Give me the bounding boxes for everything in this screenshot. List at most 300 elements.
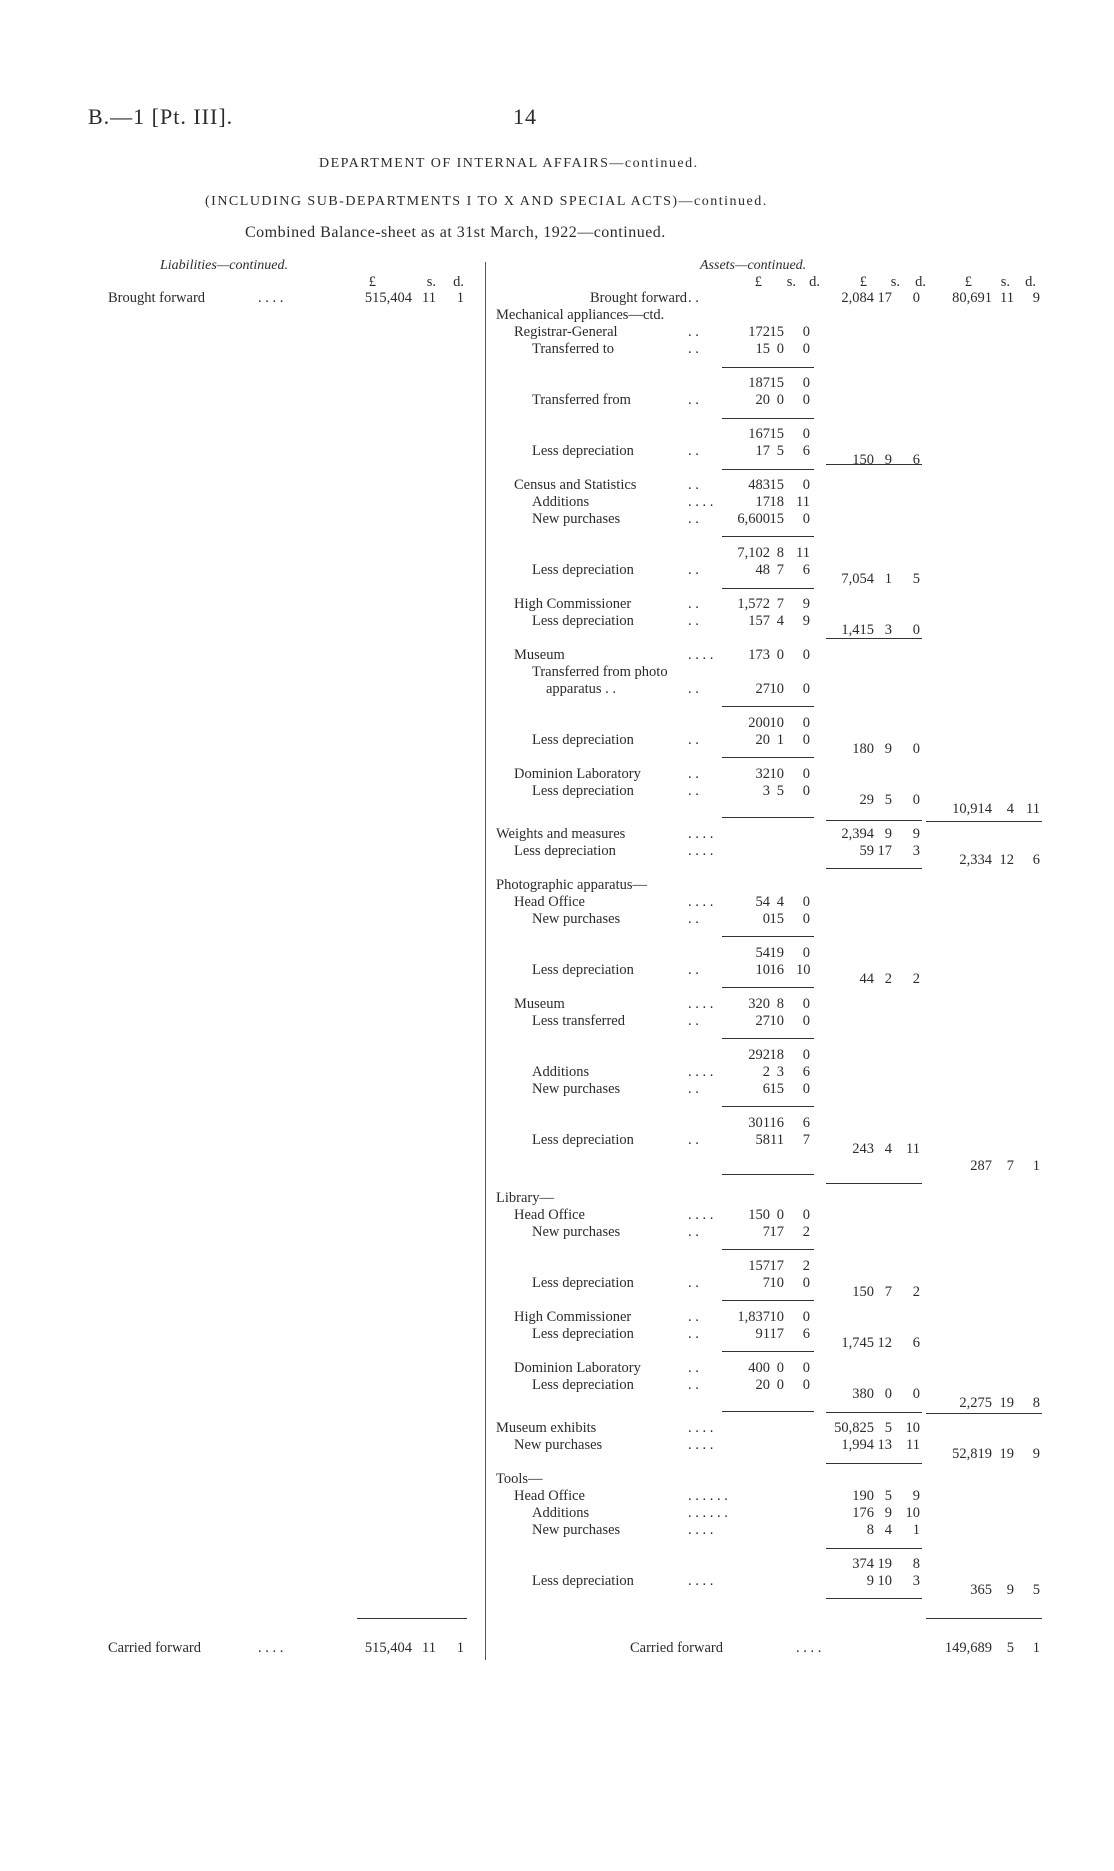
row-label: Transferred from photo xyxy=(532,664,668,680)
assets-heading: Assets—continued. xyxy=(700,258,807,273)
sum-rule xyxy=(722,1038,814,1039)
c1-amount-shillings: 15 xyxy=(769,1081,784,1097)
row-label: apparatus . . xyxy=(546,681,617,697)
row-label: High Commissioner xyxy=(514,596,632,612)
leader-dots: . . xyxy=(688,1224,699,1240)
c2-amount-shillings: 19 xyxy=(877,1556,892,1572)
c1-amount-pounds: 27 xyxy=(755,681,770,697)
c1-amount-pence: 0 xyxy=(802,511,810,527)
amount-pounds: 515,404 xyxy=(364,1640,412,1656)
leader-dots: . . . . xyxy=(688,894,714,910)
sum-rule xyxy=(722,1174,814,1175)
sum-rule xyxy=(826,464,922,465)
c1-amount-pence: 0 xyxy=(802,766,810,782)
sum-rule xyxy=(826,1548,922,1549)
c3-amount-pounds: 2,275 xyxy=(959,1395,992,1411)
sum-rule xyxy=(722,1249,814,1250)
leader-dots: . . . . xyxy=(688,1522,714,1538)
asset-row xyxy=(0,877,1114,894)
asset-row xyxy=(0,622,1114,639)
leader-dots: . . xyxy=(688,1275,699,1291)
c2-amount-pence: 9 xyxy=(912,1488,920,1504)
asset-row xyxy=(0,971,1114,988)
c1-amount-pence: 0 xyxy=(802,392,810,408)
c2-amount-shillings: 13 xyxy=(877,1437,892,1453)
asset-row xyxy=(0,826,1114,843)
c1-amount-pounds: 6,600 xyxy=(737,511,770,527)
c3-amount-shillings: 12 xyxy=(999,852,1014,868)
shilling-head-1: s. xyxy=(786,274,796,290)
row-label: New purchases xyxy=(532,1224,621,1240)
c1-amount-pence: 6 xyxy=(802,562,810,578)
c1-amount-shillings: 7 xyxy=(776,562,784,578)
asset-row xyxy=(0,1190,1114,1207)
c1-amount-shillings: 1 xyxy=(776,732,784,748)
row-label: Weights and measures xyxy=(496,826,626,842)
asset-row xyxy=(0,1158,1114,1175)
c2-amount-pounds: 1,745 xyxy=(841,1335,874,1351)
row-label: Less depreciation xyxy=(514,843,616,859)
c1-amount-pounds: 17 xyxy=(755,494,770,510)
asset-row xyxy=(0,911,1114,928)
sum-rule xyxy=(722,987,814,988)
carried-forward-label: Carried forward xyxy=(630,1640,723,1656)
c1-amount-shillings: 17 xyxy=(769,1326,784,1342)
sum-rule xyxy=(722,1106,814,1107)
asset-row xyxy=(0,945,1114,962)
row-label: New purchases xyxy=(532,911,621,927)
sum-rule xyxy=(826,868,922,869)
sum-rule xyxy=(722,1351,814,1352)
c2-amount-pounds: 150 xyxy=(852,1284,874,1300)
amount-pence: 1 xyxy=(456,290,464,306)
c3-amount-pence: 9 xyxy=(1032,1446,1040,1462)
c2-amount-shillings: 4 xyxy=(884,1141,892,1157)
leader-dots: . . . . xyxy=(688,843,714,859)
asset-row xyxy=(0,392,1114,409)
asset-row xyxy=(0,290,1114,307)
c3-amount-pence: 9 xyxy=(1032,290,1040,306)
asset-row xyxy=(0,324,1114,341)
balance-sheet-title: Combined Balance-sheet as at 31st March, 1922—continued. xyxy=(245,224,666,241)
sum-rule xyxy=(722,536,814,537)
row-label: Additions xyxy=(532,1505,590,1521)
row-label: Less depreciation xyxy=(532,1132,634,1148)
c1-amount-shillings: 18 xyxy=(769,1047,784,1063)
c1-amount-pence: 0 xyxy=(802,341,810,357)
c2-amount-pence: 2 xyxy=(912,1284,920,1300)
asset-row xyxy=(0,766,1114,783)
asset-row xyxy=(0,1013,1114,1030)
c2-amount-pence: 6 xyxy=(912,452,920,468)
c1-amount-pounds: 1,837 xyxy=(737,1309,770,1325)
c1-amount-pence: 0 xyxy=(802,1275,810,1291)
leader-dots: . . xyxy=(688,1360,699,1376)
c2-amount-pounds: 150 xyxy=(852,452,874,468)
leader-dots: . . xyxy=(688,596,699,612)
c1-amount-shillings: 10 xyxy=(769,1275,784,1291)
c1-amount-pence: 11 xyxy=(796,545,810,561)
c2-amount-pence: 0 xyxy=(912,741,920,757)
c2-amount-pounds: 176 xyxy=(852,1505,874,1521)
asset-row xyxy=(0,426,1114,443)
c1-amount-shillings: 17 xyxy=(769,1224,784,1240)
c2-amount-pence: 9 xyxy=(912,826,920,842)
c1-amount-shillings: 19 xyxy=(769,945,784,961)
c3-amount-pence: 5 xyxy=(1032,1582,1040,1598)
c2-amount-shillings: 17 xyxy=(877,290,892,306)
leader-dots: . . . . . . xyxy=(688,1505,728,1521)
row-label: Less depreciation xyxy=(532,443,634,459)
c1-amount-pence: 6 xyxy=(802,1064,810,1080)
amount-pounds: 149,689 xyxy=(944,1640,992,1656)
c1-amount-pounds: 15 xyxy=(755,341,770,357)
c2-amount-pence: 10 xyxy=(905,1420,920,1436)
c2-amount-shillings: 9 xyxy=(884,826,892,842)
asset-row xyxy=(0,596,1114,613)
c1-amount-pounds: 54 xyxy=(755,945,770,961)
sum-rule xyxy=(826,1183,922,1184)
row-label: Less depreciation xyxy=(532,783,634,799)
c1-amount-pence: 0 xyxy=(802,911,810,927)
row-label: Additions xyxy=(532,494,590,510)
c1-amount-pence: 0 xyxy=(802,1207,810,1223)
liabilities-heading: Liabilities—continued. xyxy=(160,258,288,273)
row-label: New purchases xyxy=(532,1081,621,1097)
c2-amount-pence: 0 xyxy=(912,792,920,808)
row-label: Less depreciation xyxy=(532,562,634,578)
c2-amount-pence: 0 xyxy=(912,1386,920,1402)
asset-row xyxy=(0,741,1114,758)
leader-dots: . . xyxy=(688,1326,699,1342)
c2-amount-shillings: 5 xyxy=(884,1488,892,1504)
row-label: Less depreciation xyxy=(532,1326,634,1342)
c1-amount-pence: 0 xyxy=(802,375,810,391)
c1-amount-pence: 0 xyxy=(802,1081,810,1097)
row-label: New purchases xyxy=(532,1522,621,1538)
c1-amount-pounds: 150 xyxy=(748,1207,770,1223)
c1-amount-pounds: 1,572 xyxy=(737,596,770,612)
leader-dots: . . xyxy=(688,443,699,459)
leader-dots: . . xyxy=(688,766,699,782)
c1-amount-pence: 0 xyxy=(802,647,810,663)
sum-rule xyxy=(722,1411,814,1412)
c1-amount-pounds: 320 xyxy=(748,996,770,1012)
sum-rule xyxy=(722,588,814,589)
c1-amount-pounds: 20 xyxy=(755,732,770,748)
c2-amount-pounds: 44 xyxy=(859,971,874,987)
asset-row xyxy=(0,1335,1114,1352)
sum-rule xyxy=(722,469,814,470)
leader-dots: . . xyxy=(688,732,699,748)
pence-head: d. xyxy=(453,274,464,290)
asset-row xyxy=(0,375,1114,392)
shilling-head-2: s. xyxy=(890,274,900,290)
c2-amount-shillings: 10 xyxy=(877,1573,892,1589)
c1-amount-shillings: 11 xyxy=(770,1132,784,1148)
c1-amount-shillings: 4 xyxy=(776,613,784,629)
c2-amount-shillings: 9 xyxy=(884,452,892,468)
row-label: Dominion Laboratory xyxy=(514,766,641,782)
row-label: Head Office xyxy=(514,1207,585,1223)
c1-amount-pounds: 2 xyxy=(762,1064,770,1080)
c2-amount-shillings: 1 xyxy=(884,571,892,587)
asset-row xyxy=(0,894,1114,911)
c1-amount-shillings: 10 xyxy=(769,766,784,782)
row-label: Tools— xyxy=(496,1471,543,1487)
c1-amount-pounds: 0 xyxy=(762,911,770,927)
c2-amount-pence: 1 xyxy=(912,1522,920,1538)
asset-row xyxy=(0,715,1114,732)
leader-dots: . . . . xyxy=(688,1207,714,1223)
amount-pence: 1 xyxy=(1032,1640,1040,1656)
c1-amount-pounds: 48 xyxy=(755,562,770,578)
leader-dots: . . . . xyxy=(796,1640,822,1656)
c1-amount-pence: 0 xyxy=(802,715,810,731)
c2-amount-pounds: 9 xyxy=(866,1573,874,1589)
c1-amount-pence: 0 xyxy=(802,996,810,1012)
amount-shillings: 11 xyxy=(422,290,436,306)
asset-row xyxy=(0,681,1114,698)
leader-dots: . . xyxy=(688,1081,699,1097)
c3-amount-pounds: 52,819 xyxy=(952,1446,992,1462)
asset-row xyxy=(0,1081,1114,1098)
leader-dots: . . xyxy=(688,290,699,306)
c1-amount-shillings: 10 xyxy=(769,681,784,697)
c3-amount-pence: 1 xyxy=(1032,1158,1040,1174)
c1-amount-shillings: 0 xyxy=(776,1207,784,1223)
c2-amount-pence: 10 xyxy=(905,1505,920,1521)
c3-amount-pounds: 2,334 xyxy=(959,852,992,868)
sum-rule xyxy=(826,820,922,821)
document-reference: B.—1 [Pt. III]. xyxy=(88,104,234,129)
c2-amount-pounds: 1,415 xyxy=(841,622,874,638)
asset-row xyxy=(0,1420,1114,1437)
c1-amount-pence: 0 xyxy=(802,426,810,442)
c3-amount-pence: 11 xyxy=(1026,801,1040,817)
c2-amount-shillings: 3 xyxy=(884,622,892,638)
c1-amount-pounds: 17 xyxy=(755,443,770,459)
c1-amount-pence: 7 xyxy=(802,1132,810,1148)
c1-amount-shillings: 0 xyxy=(776,392,784,408)
pence-head-2: d. xyxy=(915,274,926,290)
c1-amount-shillings: 15 xyxy=(769,426,784,442)
c2-amount-pence: 0 xyxy=(912,290,920,306)
c1-amount-pence: 0 xyxy=(802,324,810,340)
c1-amount-shillings: 17 xyxy=(769,1258,784,1274)
row-label: Library— xyxy=(496,1190,554,1206)
asset-row xyxy=(0,1064,1114,1081)
c1-amount-pence: 0 xyxy=(802,1360,810,1376)
department-title: DEPARTMENT OF INTERNAL AFFAIRS—continued. xyxy=(319,156,699,171)
c1-amount-shillings: 0 xyxy=(776,1360,784,1376)
asset-row xyxy=(0,647,1114,664)
c2-amount-pounds: 8 xyxy=(866,1522,874,1538)
c1-amount-shillings: 8 xyxy=(776,996,784,1012)
c3-amount-pence: 6 xyxy=(1032,852,1040,868)
c2-amount-pounds: 374 xyxy=(852,1556,874,1572)
pound-head: £ xyxy=(368,274,376,290)
row-label: Less depreciation xyxy=(532,613,634,629)
leader-dots: . . . . xyxy=(258,290,284,306)
leader-dots: . . xyxy=(688,1309,699,1325)
asset-row xyxy=(0,996,1114,1013)
leader-dots: . . . . xyxy=(688,1064,714,1080)
row-label: Registrar-General xyxy=(514,324,618,340)
c1-amount-pounds: 187 xyxy=(748,375,770,391)
asset-row xyxy=(0,1224,1114,1241)
leader-dots: . . . . . . xyxy=(688,1488,728,1504)
sum-rule xyxy=(926,1413,1042,1414)
asset-row xyxy=(0,1488,1114,1505)
sum-rule xyxy=(722,1300,814,1301)
sum-rule xyxy=(826,1598,922,1599)
asset-row xyxy=(0,545,1114,562)
c1-amount-shillings: 15 xyxy=(769,511,784,527)
c1-amount-pounds: 91 xyxy=(755,1326,770,1342)
department-subtitle: (INCLUDING SUB-DEPARTMENTS I TO X AND SPECIAL ACTS)—continued. xyxy=(205,194,768,209)
amount-shillings: 5 xyxy=(1006,1640,1014,1656)
sum-rule xyxy=(722,706,814,707)
c1-amount-pounds: 7,102 xyxy=(737,545,770,561)
c2-amount-pence: 0 xyxy=(912,622,920,638)
c1-amount-shillings: 8 xyxy=(776,545,784,561)
c2-amount-shillings: 7 xyxy=(884,1284,892,1300)
asset-row xyxy=(0,511,1114,528)
c3-amount-shillings: 4 xyxy=(1006,801,1014,817)
amount-pence: 1 xyxy=(456,1640,464,1656)
asset-row xyxy=(0,1522,1114,1539)
c3-amount-shillings: 7 xyxy=(1006,1158,1014,1174)
row-label: Less depreciation xyxy=(532,1573,634,1589)
c1-amount-pence: 0 xyxy=(802,681,810,697)
leader-dots: . . xyxy=(688,911,699,927)
c1-amount-pounds: 157 xyxy=(748,613,770,629)
c1-amount-shillings: 4 xyxy=(776,894,784,910)
row-label: Museum exhibits xyxy=(496,1420,597,1436)
c1-amount-pence: 0 xyxy=(802,1377,810,1393)
asset-row xyxy=(0,1141,1114,1158)
pence-head-3: d. xyxy=(1025,274,1036,290)
leader-dots: . . . . xyxy=(688,1420,714,1436)
c2-amount-pence: 3 xyxy=(912,843,920,859)
c1-amount-shillings: 5 xyxy=(776,443,784,459)
c1-amount-shillings: 10 xyxy=(769,1309,784,1325)
c1-amount-pounds: 7 xyxy=(762,1224,770,1240)
leader-dots: . . xyxy=(688,324,699,340)
leader-dots: . . . . xyxy=(688,647,714,663)
c3-amount-shillings: 19 xyxy=(999,1446,1014,1462)
c3-amount-pence: 8 xyxy=(1032,1395,1040,1411)
sum-rule xyxy=(722,757,814,758)
c2-amount-shillings: 0 xyxy=(884,1386,892,1402)
pence-head-1: d. xyxy=(809,274,820,290)
leader-dots: . . xyxy=(688,681,699,697)
row-label: Less depreciation xyxy=(532,962,634,978)
row-label: Less depreciation xyxy=(532,732,634,748)
c2-amount-shillings: 5 xyxy=(884,792,892,808)
c1-amount-pounds: 3 xyxy=(762,783,770,799)
c1-amount-pence: 6 xyxy=(802,1115,810,1131)
c2-amount-pence: 11 xyxy=(906,1141,920,1157)
c1-amount-pence: 6 xyxy=(802,1326,810,1342)
asset-row xyxy=(0,1471,1114,1488)
asset-row xyxy=(0,1309,1114,1326)
c1-amount-pence: 2 xyxy=(802,1258,810,1274)
leader-dots: . . xyxy=(688,783,699,799)
c1-amount-pounds: 54 xyxy=(755,894,770,910)
leader-dots: . . xyxy=(688,1132,699,1148)
sum-rule xyxy=(722,418,814,419)
c1-amount-pence: 0 xyxy=(802,1047,810,1063)
leader-dots: . . xyxy=(688,1013,699,1029)
leader-dots: . . xyxy=(688,477,699,493)
leader-dots: . . xyxy=(688,392,699,408)
sum-rule xyxy=(826,638,922,639)
row-label: Transferred to xyxy=(532,341,615,357)
c2-amount-pounds: 190 xyxy=(852,1488,874,1504)
asset-row xyxy=(0,1582,1114,1599)
c1-amount-pounds: 7 xyxy=(762,1275,770,1291)
leader-dots: . . . . xyxy=(688,494,714,510)
row-label: Transferred from xyxy=(532,392,631,408)
c1-amount-shillings: 15 xyxy=(769,477,784,493)
c2-amount-pounds: 59 xyxy=(859,843,874,859)
c1-amount-pounds: 200 xyxy=(748,715,770,731)
liabilities-total-rule xyxy=(357,1618,467,1619)
c1-amount-pounds: 6 xyxy=(762,1081,770,1097)
sum-rule xyxy=(722,817,814,818)
c1-amount-pounds: 400 xyxy=(748,1360,770,1376)
shilling-head: s. xyxy=(426,274,436,290)
c1-amount-shillings: 10 xyxy=(769,1013,784,1029)
c1-amount-pounds: 301 xyxy=(748,1115,770,1131)
c2-amount-pence: 3 xyxy=(912,1573,920,1589)
assets-currency-heads xyxy=(0,274,1114,291)
leader-dots: . . . . xyxy=(258,1640,284,1656)
asset-row xyxy=(0,1258,1114,1275)
sum-rule xyxy=(722,936,814,937)
row-label: Dominion Laboratory xyxy=(514,1360,641,1376)
c2-amount-pounds: 380 xyxy=(852,1386,874,1402)
asset-row xyxy=(0,1360,1114,1377)
shilling-head-3: s. xyxy=(1000,274,1010,290)
c1-amount-pounds: 32 xyxy=(755,766,770,782)
row-label: Mechanical appliances—ctd. xyxy=(496,307,665,323)
pound-head-3: £ xyxy=(964,274,972,290)
c1-amount-pence: 0 xyxy=(802,894,810,910)
c2-amount-pounds: 7,054 xyxy=(841,571,874,587)
amount-shillings: 11 xyxy=(422,1640,436,1656)
c2-amount-pounds: 2,084 xyxy=(841,290,874,306)
c2-amount-pounds: 1,994 xyxy=(841,1437,874,1453)
leader-dots: . . xyxy=(688,341,699,357)
c1-amount-shillings: 16 xyxy=(769,1115,784,1131)
c1-amount-pounds: 27 xyxy=(755,1013,770,1029)
c1-amount-shillings: 0 xyxy=(776,647,784,663)
sum-rule xyxy=(722,367,814,368)
c2-amount-shillings: 4 xyxy=(884,1522,892,1538)
asset-row xyxy=(0,1556,1114,1573)
c1-amount-pounds: 167 xyxy=(748,426,770,442)
c2-amount-pounds: 29 xyxy=(859,792,874,808)
c2-amount-shillings: 5 xyxy=(884,1420,892,1436)
c1-amount-pence: 9 xyxy=(802,596,810,612)
c2-amount-pence: 2 xyxy=(912,971,920,987)
c1-amount-pence: 10 xyxy=(796,962,811,978)
asset-row xyxy=(0,1505,1114,1522)
c2-amount-shillings: 12 xyxy=(877,1335,892,1351)
